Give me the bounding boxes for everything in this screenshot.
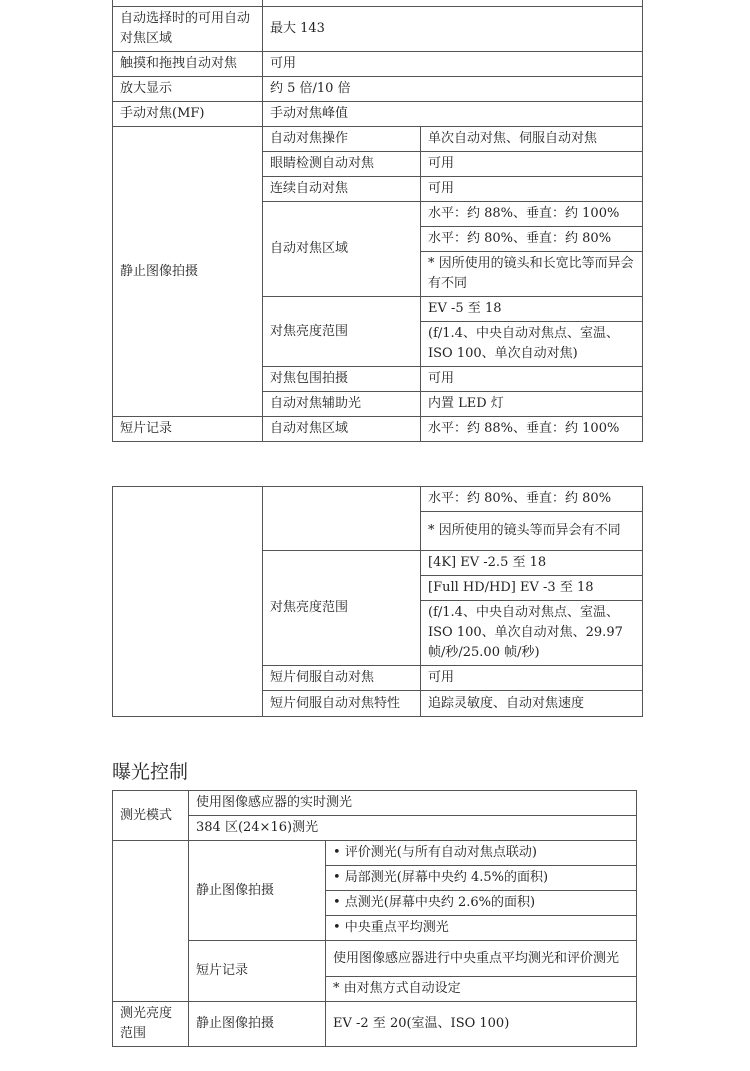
exposure-spec-table xyxy=(112,790,637,1047)
group-label: 测光模式 xyxy=(113,791,189,841)
sub-label: 对焦亮度范围 xyxy=(263,297,421,367)
af-spec-table-continued xyxy=(112,486,643,717)
list-item: • 中央重点平均测光 xyxy=(326,916,637,941)
sub-value: * 因所使用的镜头等而异会有不同 xyxy=(421,512,643,551)
sub-label: 短片记录 xyxy=(189,941,326,1002)
sub-value: 水平：约 80%、垂直：约 80% xyxy=(421,487,643,512)
sub-value: 可用 xyxy=(421,367,643,392)
sub-value: 水平：约 88%、垂直：约 100% xyxy=(421,202,643,227)
sub-value: * 因所使用的镜头和长宽比等而异会有不同 xyxy=(421,252,643,297)
sub-value: 水平：约 88%、垂直：约 100% xyxy=(421,417,643,442)
sub-value: (f/1.4、中央自动对焦点、室温、ISO 100、单次自动对焦) xyxy=(421,322,643,367)
sub-value: 追踪灵敏度、自动对焦速度 xyxy=(421,691,643,717)
row-value: 约 5 倍/10 倍 xyxy=(263,77,643,102)
sub-label: 自动对焦区域 xyxy=(263,202,421,297)
empty-cell xyxy=(113,487,263,717)
list-item: • 评价测光(与所有自动对焦点联动) xyxy=(326,841,637,866)
sub-value: 内置 LED 灯 xyxy=(421,392,643,417)
empty-cell xyxy=(113,841,189,1002)
sub-label: 眼睛检测自动对焦 xyxy=(263,152,421,177)
row-label: 自动选择时的可用自动对焦区域 xyxy=(113,7,263,52)
row-value: 手动对焦峰值 xyxy=(263,102,643,127)
sub-label: 自动对焦辅助光 xyxy=(263,392,421,417)
row-value: 384 区(24×16)测光 xyxy=(189,816,637,841)
row-label: 触摸和拖拽自动对焦 xyxy=(113,52,263,77)
sub-label: 连续自动对焦 xyxy=(263,177,421,202)
sub-value: [4K] EV -2.5 至 18 xyxy=(421,551,643,576)
list-item: • 局部测光(屏幕中央约 4.5%的面积) xyxy=(326,866,637,891)
group-label: 测光亮度范围 xyxy=(113,1002,189,1047)
list-item: • 点测光(屏幕中央约 2.6%的面积) xyxy=(326,891,637,916)
sub-label: 对焦包围拍摄 xyxy=(263,367,421,392)
row-value: 使用图像感应器的实时测光 xyxy=(189,791,637,816)
sub-value: 水平：约 80%、垂直：约 80% xyxy=(421,227,643,252)
sub-value: 可用 xyxy=(421,177,643,202)
group-label: 静止图像拍摄 xyxy=(113,127,263,417)
sub-value: EV -5 至 18 xyxy=(421,297,643,322)
sub-value: 可用 xyxy=(421,666,643,691)
sub-label: 对焦亮度范围 xyxy=(263,551,421,666)
row-label: 放大显示 xyxy=(113,77,263,102)
sub-value: EV -2 至 20(室温、ISO 100) xyxy=(326,1002,637,1047)
empty-cell xyxy=(263,487,421,551)
sub-label: 短片伺服自动对焦特性 xyxy=(263,691,421,717)
sub-label: 自动对焦操作 xyxy=(263,127,421,152)
row-value: 可用 xyxy=(263,52,643,77)
row-value: 最大 143 xyxy=(263,7,643,52)
sub-value: 可用 xyxy=(421,152,643,177)
sub-value: * 由对焦方式自动设定 xyxy=(326,977,637,1002)
sub-value: 单次自动对焦、伺服自动对焦 xyxy=(421,127,643,152)
section-title: 曝光控制 xyxy=(112,761,189,783)
sub-label: 自动对焦区域 xyxy=(263,417,421,442)
af-spec-table xyxy=(112,0,643,442)
sub-label: 短片伺服自动对焦 xyxy=(263,666,421,691)
row-label: 手动对焦(MF) xyxy=(113,102,263,127)
sub-label: 静止图像拍摄 xyxy=(189,1002,326,1047)
group-label: 短片记录 xyxy=(113,417,263,442)
sub-value: (f/1.4、中央自动对焦点、室温、ISO 100、单次自动对焦、29.97 帧/秒/25.00 帧/秒) xyxy=(421,601,643,666)
sub-label: 静止图像拍摄 xyxy=(189,841,326,941)
sub-value: 使用图像感应器进行中央重点平均测光和评价测光 xyxy=(326,941,637,977)
sub-value: [Full HD/HD] EV -3 至 18 xyxy=(421,576,643,601)
